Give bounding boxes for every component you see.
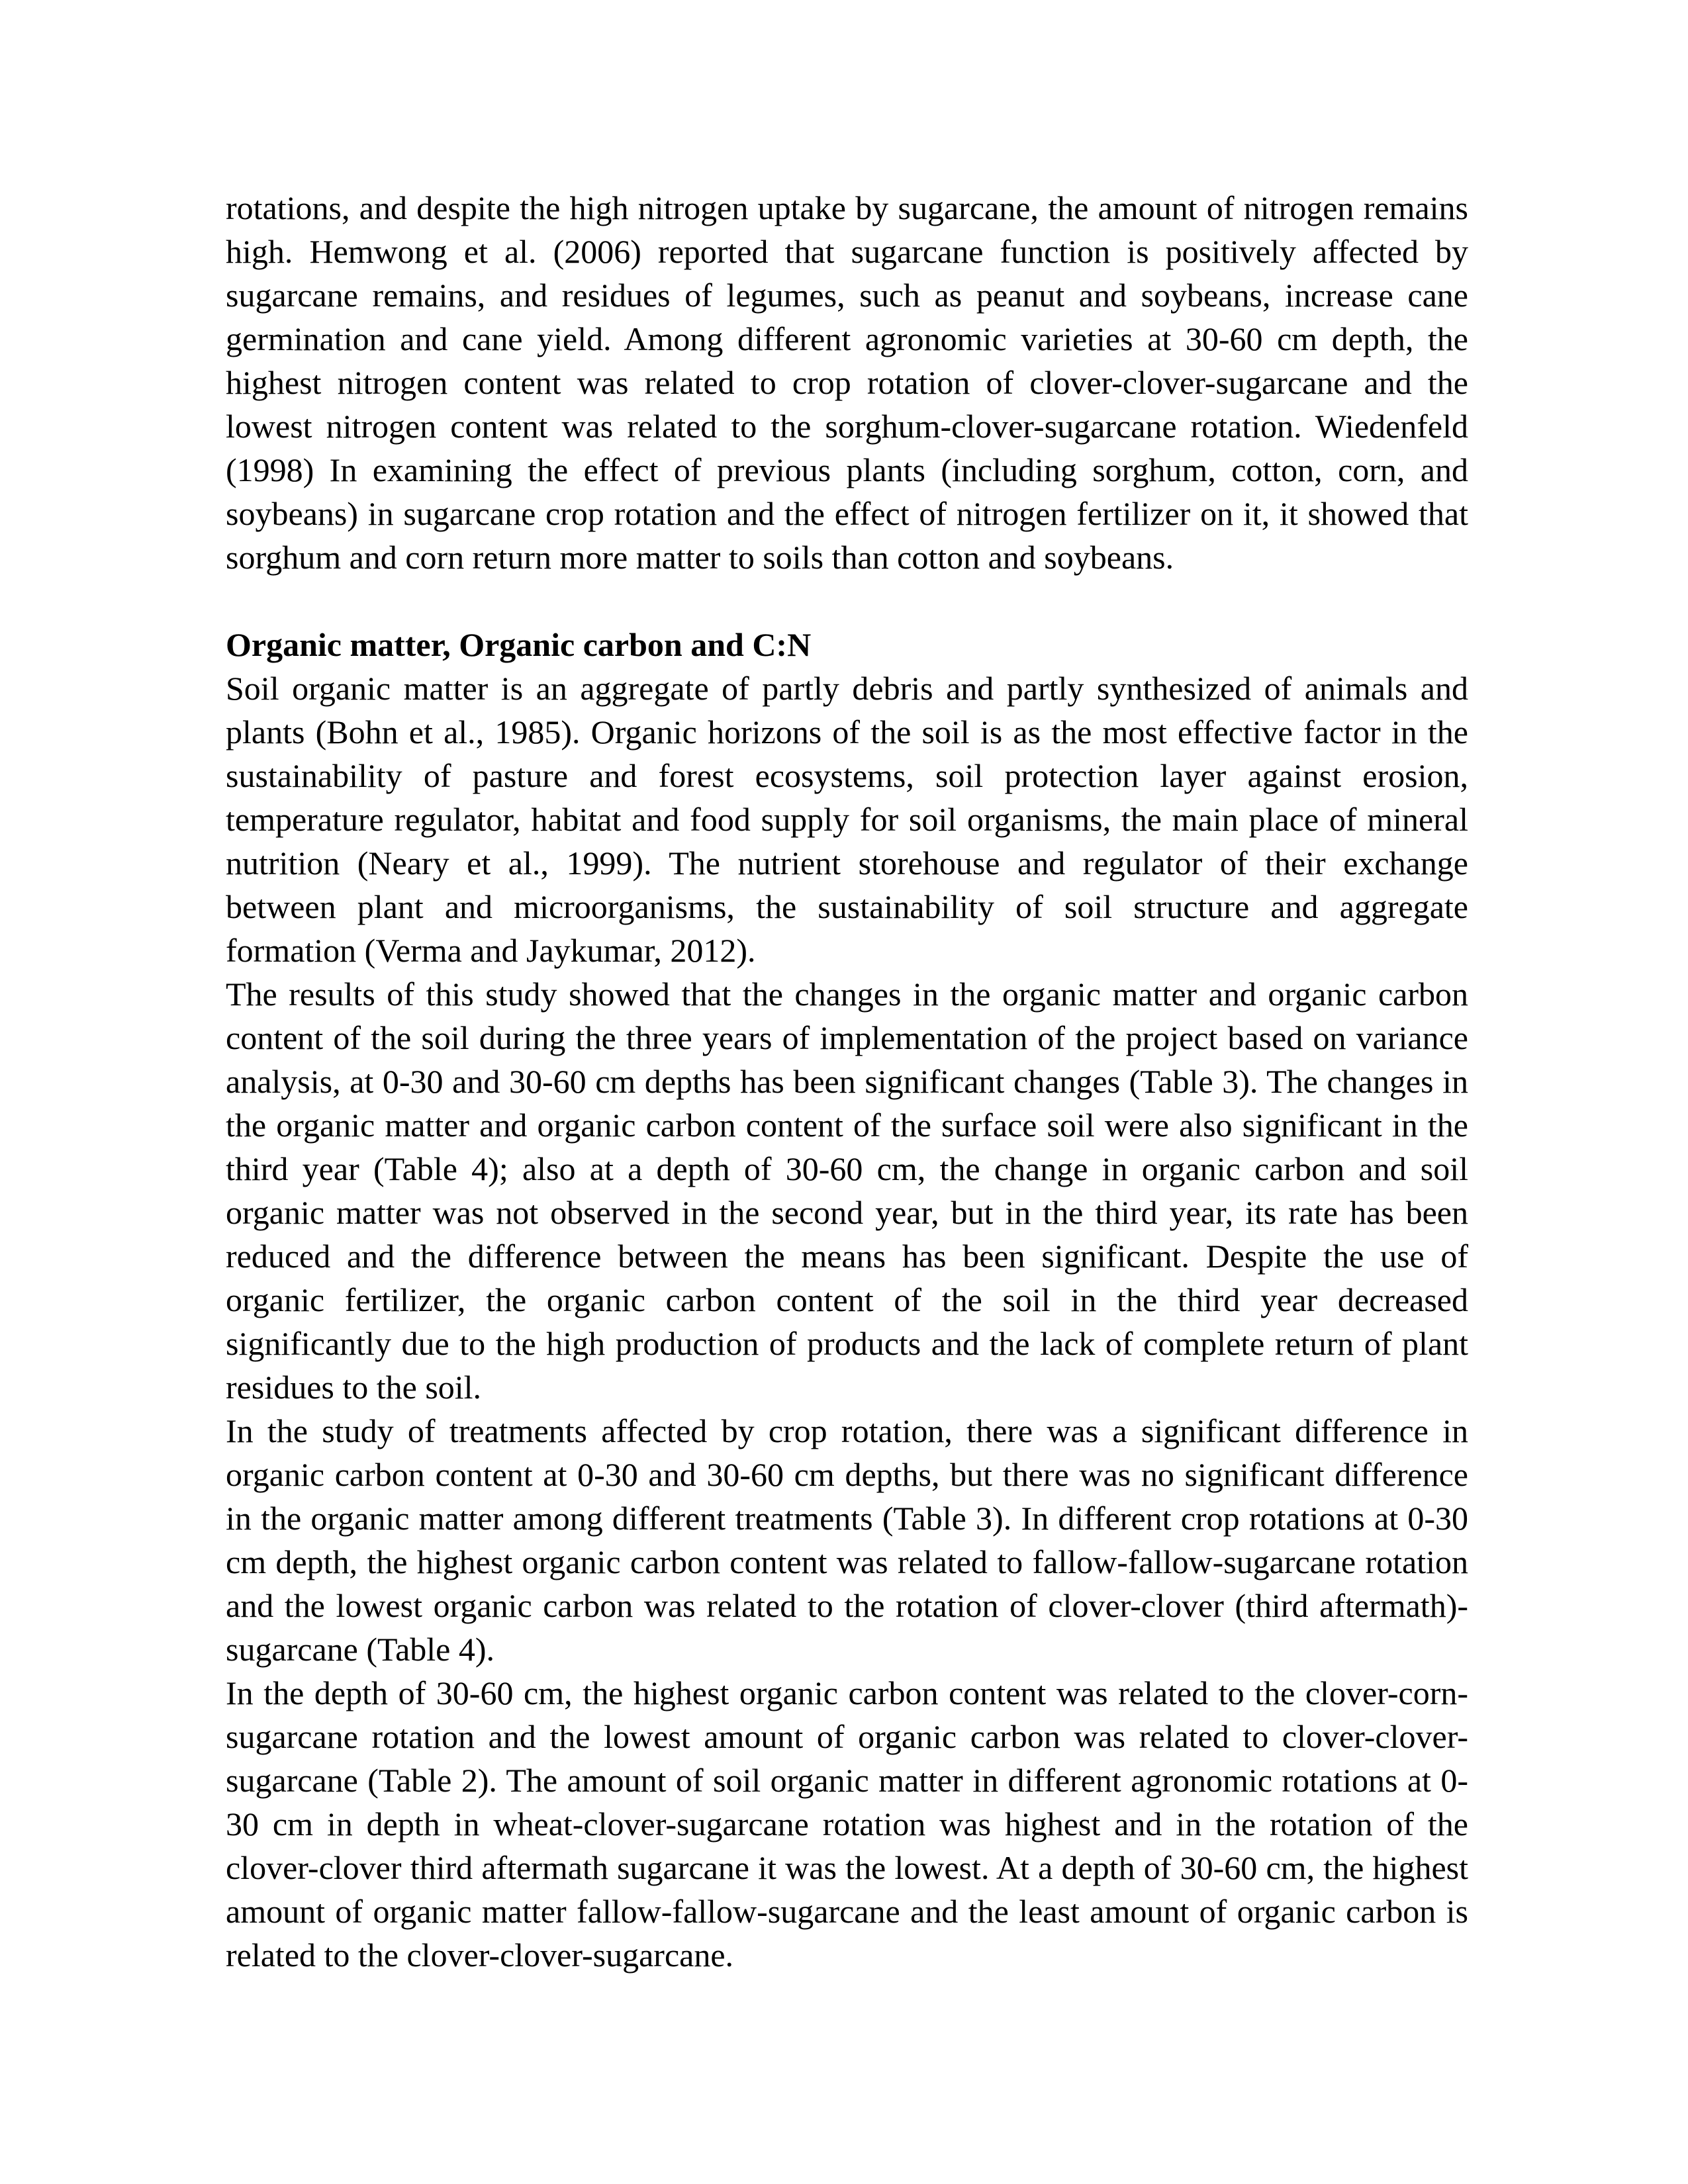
paragraph-nitrogen-rotations: rotations, and despite the high nitrogen uptake by sugarcane, the amount of nitrogen remains high. Hemwong et al. (2006) reported that sugarcane function is positively affected by sugarcane remains, and residues of legumes, such as peanut and soybeans, increase cane germination and cane yield. Among different agronomic varieties at 30-60 cm depth, the highest nitrogen content was related to crop rotation of clover-clover-sugarcane and the lowest nitrogen content was related to the sorghum-clover-sugarcane rotation. Wiedenfeld (1998) In examining the effect of previous plants (including sorghum, cotton, corn, and soybeans) in sugarcane crop rotation and the effect of nitrogen fertilizer on it, it showed that sorghum and corn return more matter to soils than cotton and soybeans. bbox=[226, 189, 1468, 576]
paragraph-crop-rotation-treatments: In the study of treatments affected by crop rotation, there was a significant difference in organic carbon content at 0-30 and 30-60 cm depths, but there was no significant difference in the organic matter among different treatments (Table 3). In different crop rotations at 0-30 cm depth, the highest organic carbon content was related to fallow-fallow-sugarcane rotation and the lowest organic carbon was related to the rotation of clover-clover (third aftermath)-sugarcane (Table 4). bbox=[226, 1412, 1468, 1668]
section-heading-organic-matter: Organic matter, Organic carbon and C:N bbox=[226, 626, 812, 663]
paragraph-soil-organic-matter: Soil organic matter is an aggregate of partly debris and partly synthesized of animals and plants (Bohn et al., 1985). Organic horizons of the soil is as the most effective factor in the sustainability of pasture and forest ecosystems, soil protection layer against erosion, temperature regulator, habitat and food supply for soil organisms, the main place of mineral nutrition (Neary et al., 1999). The nutrient storehouse and regulator of their exchange between plant and microorganisms, the sustainability of soil structure and aggregate formation (Verma and Jaykumar, 2012). bbox=[226, 670, 1468, 969]
text-content bbox=[226, 186, 1468, 1977]
paragraph-study-results: The results of this study showed that the changes in the organic matter and organic carbon content of the soil during the three years of implementation of the project based on variance analysis, at 0-30 and 30-60 cm depths has been significant changes (Table 3). The changes in the organic matter and organic carbon content of the surface soil were also significant in the third year (Table 4); also at a depth of 30-60 cm, the change in organic carbon and soil organic matter was not observed in the second year, but in the third year, its rate has been reduced and the difference between the means has been significant. Despite the use of organic fertilizer, the organic carbon content of the soil in the third year decreased significantly due to the high production of products and the lack of complete return of plant residues to the soil. bbox=[226, 976, 1468, 1406]
paragraph-depth-30-60: In the depth of 30-60 cm, the highest organic carbon content was related to the clover-corn-sugarcane rotation and the lowest amount of organic carbon was related to clover-clover-sugarcane (Table 2). The amount of soil organic matter in different agronomic rotations at 0-30 cm in depth in wheat-clover-sugarcane rotation was highest and in the rotation of the clover-clover third aftermath sugarcane it was the lowest. At a depth of 30-60 cm, the highest amount of organic matter fallow-fallow-sugarcane and the least amount of organic carbon is related to the clover-clover-sugarcane. bbox=[226, 1674, 1468, 1974]
